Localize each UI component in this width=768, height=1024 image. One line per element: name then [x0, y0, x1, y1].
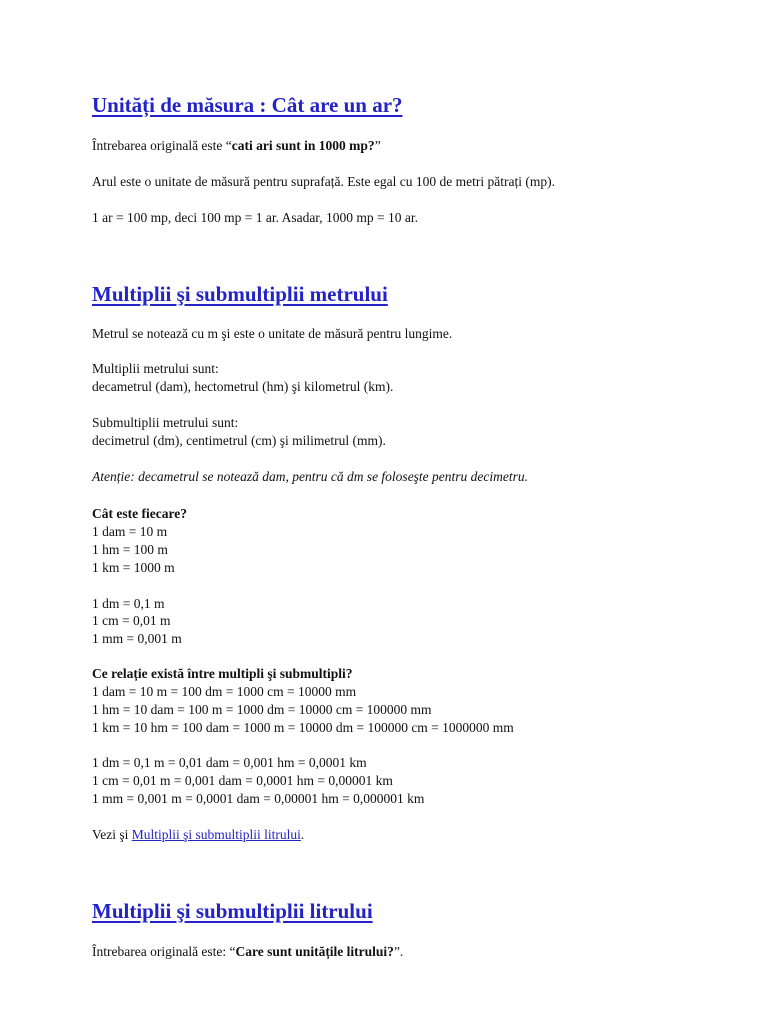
question-litru: [92, 943, 403, 961]
multipli-label: Multiplii metrului sunt:: [92, 361, 219, 376]
section-title-metru[interactable]: Multiplii şi submultiplii metrului: [92, 282, 388, 306]
attention-note: Atenție: decametrul se notează dam, pentru că dm se foloseşte pentru decimetru.: [92, 469, 529, 484]
question-suffix: ”: [374, 138, 381, 153]
ar-definition: Arul este o unitate de măsură pentru suprafață. Este egal cu 100 de metri pătrați (mp).: [92, 174, 555, 189]
relation-line: 1 dm = 0,1 m = 0,01 dam = 0,001 hm = 0,0001 km: [92, 755, 367, 770]
section-title-litru[interactable]: Multiplii şi submultiplii litrului: [92, 899, 373, 923]
relation-line: 1 dam = 10 m = 100 dm = 1000 cm = 10000 mm: [92, 684, 357, 699]
section-title-ar[interactable]: Unități de măsura : Cât are un ar?: [92, 93, 403, 117]
relation-line: 1 hm = 10 dam = 100 m = 1000 dm = 10000 cm = 100000 mm: [92, 702, 432, 717]
question-prefix: Întrebarea originală este “: [92, 138, 232, 153]
relation-line: 1 cm = 0,01 m = 0,001 dam = 0,0001 hm = 0,00001 km: [92, 773, 393, 788]
question-bold: cati ari sunt in 1000 mp?: [231, 138, 375, 153]
see-also-link[interactable]: Multiplii şi submultiplii litrului: [131, 827, 301, 842]
see-also: [92, 826, 304, 844]
ar-conversion: 1 ar = 100 mp, deci 100 mp = 1 ar. Asadar, 1000 mp = 10 ar.: [92, 210, 418, 225]
cat-heading: Cât este fiecare?: [92, 506, 187, 521]
submultipli-list: decimetrul (dm), centimetrul (cm) şi milimetrul (mm).: [92, 433, 386, 448]
sub-line: 1 cm = 0,01 m: [92, 613, 171, 628]
question-ar: [92, 137, 381, 155]
see-also-prefix: Vezi şi: [92, 827, 132, 842]
submultipli-label: Submultiplii metrului sunt:: [92, 415, 239, 430]
question-suffix: ”.: [393, 944, 404, 959]
sub-line: 1 dm = 0,1 m: [92, 596, 165, 611]
relation-line: 1 km = 10 hm = 100 dam = 1000 m = 10000 dm = 100000 cm = 1000000 mm: [92, 720, 514, 735]
relation-heading: Ce relație există între multipli şi submultipli?: [92, 666, 353, 681]
cat-line: 1 dam = 10 m: [92, 524, 168, 539]
metru-intro: Metrul se notează cu m şi este o unitate de măsură pentru lungime.: [92, 326, 453, 341]
cat-line: 1 hm = 100 m: [92, 542, 168, 557]
see-also-suffix: .: [300, 827, 305, 842]
question-prefix: Întrebarea originală este: “: [92, 944, 236, 959]
relation-line: 1 mm = 0,001 m = 0,0001 dam = 0,00001 hm = 0,000001 km: [92, 791, 425, 806]
cat-line: 1 km = 1000 m: [92, 560, 175, 575]
sub-line: 1 mm = 0,001 m: [92, 631, 182, 646]
question-bold: Care sunt unitățile litrului?: [235, 944, 394, 959]
multipli-list: decametrul (dam), hectometrul (hm) şi kilometrul (km).: [92, 379, 394, 394]
